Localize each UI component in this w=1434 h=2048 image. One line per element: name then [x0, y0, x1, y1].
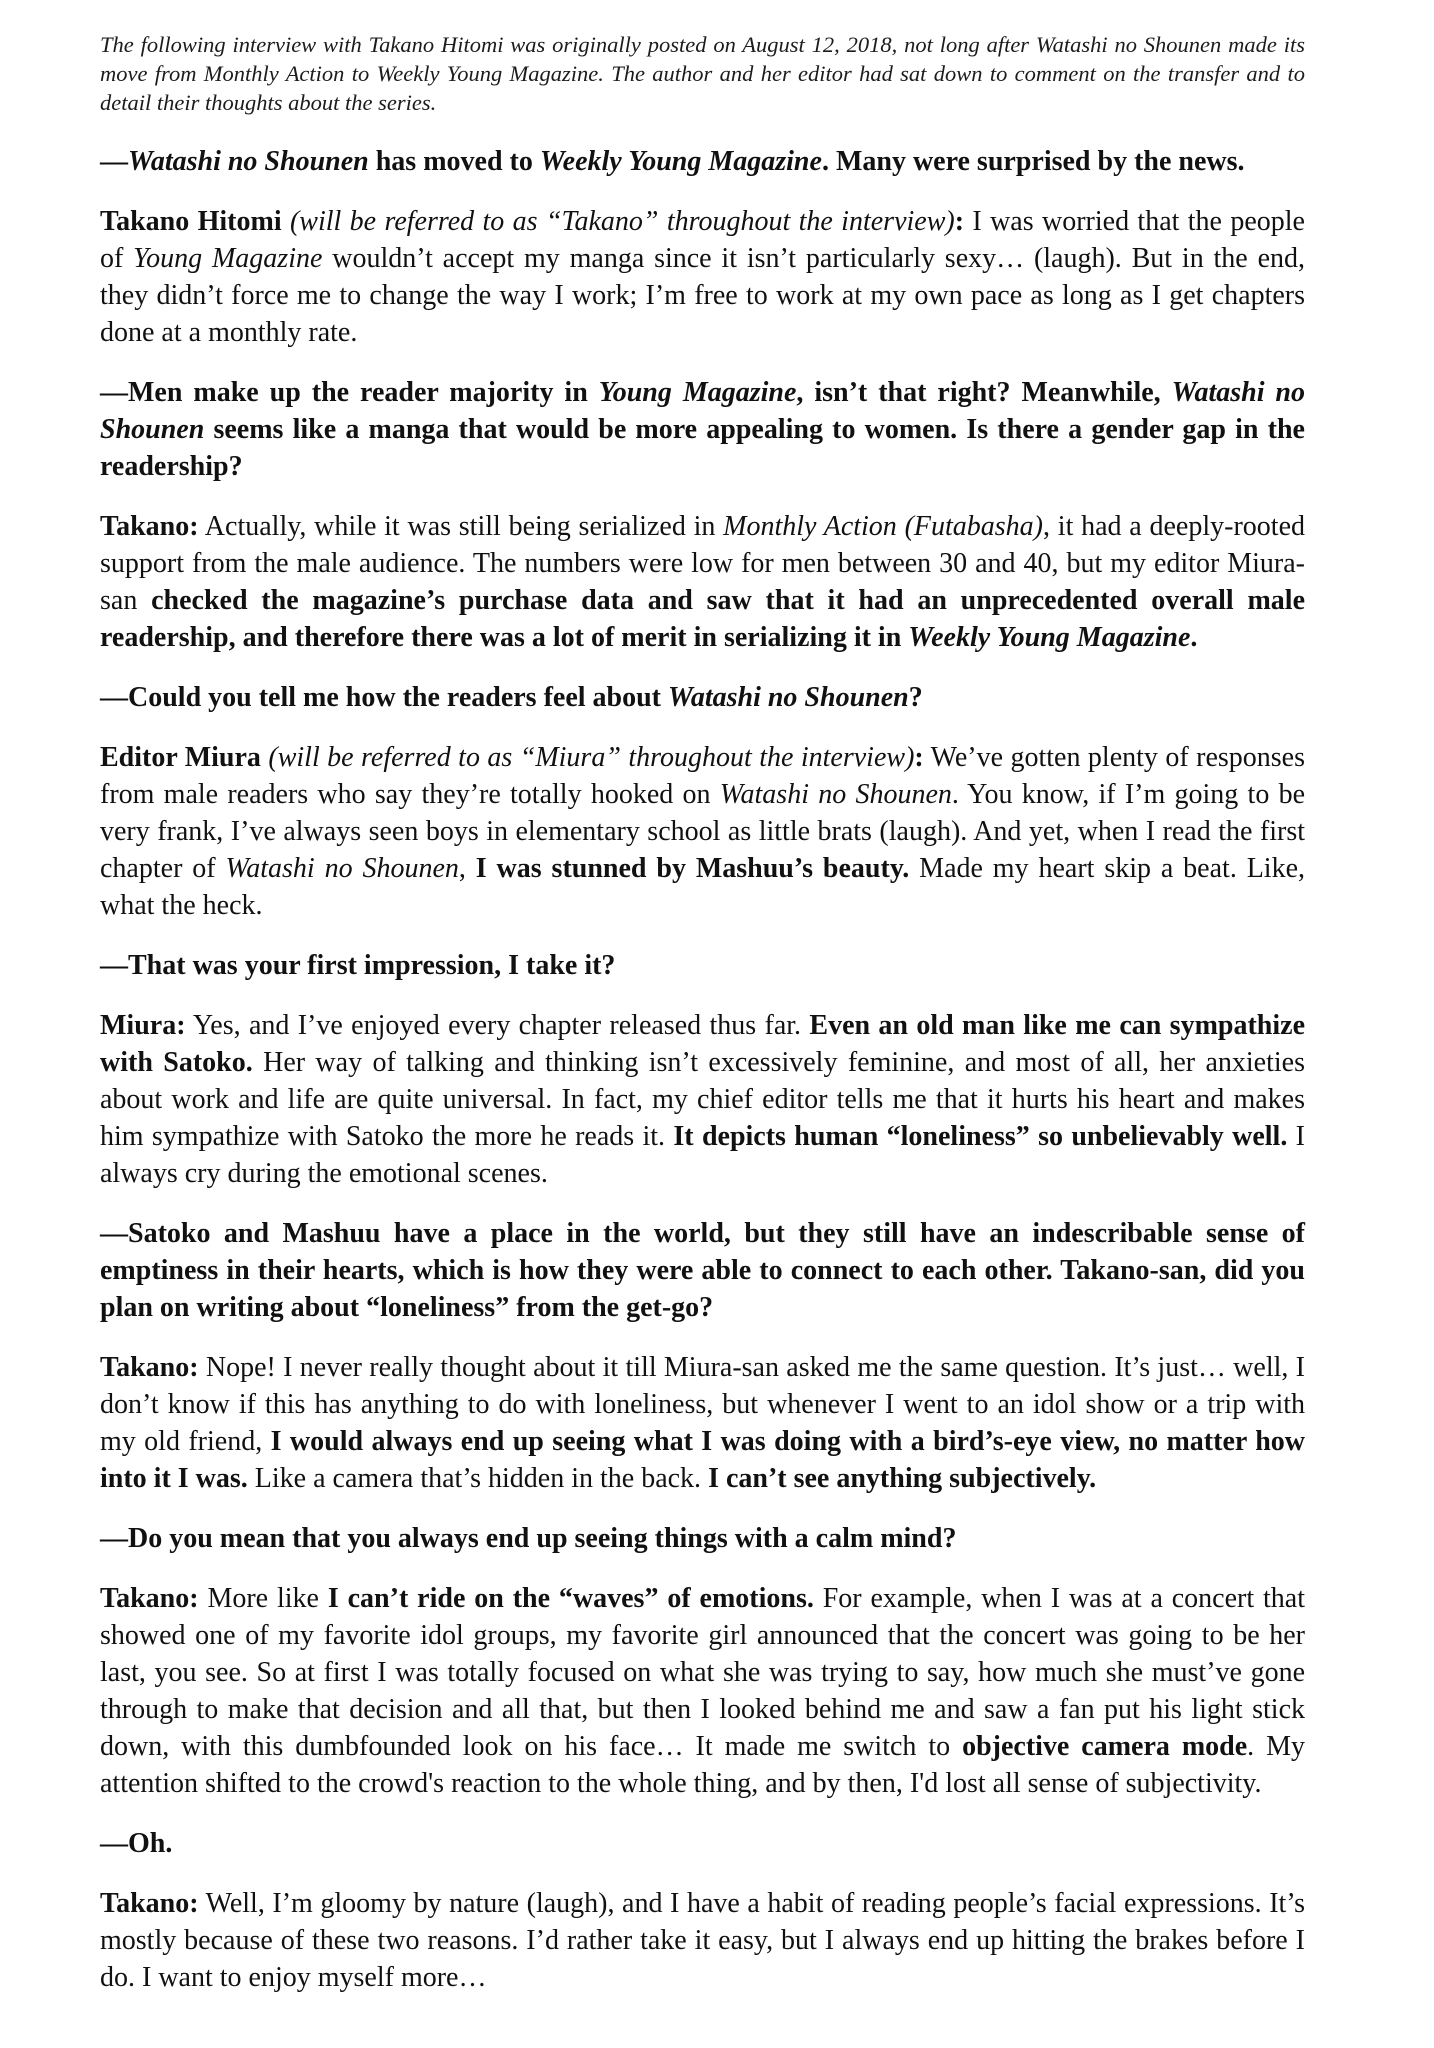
text-run: —: [100, 146, 128, 177]
text-run: Weekly Young Magazine: [539, 146, 822, 177]
text-run: Young Magazine: [133, 243, 323, 274]
text-run: Monthly Action (Futabasha): [723, 511, 1044, 542]
text-run: —Could you tell me how the readers feel about: [100, 682, 668, 713]
text-run: Made my heart skip a beat. Like, what the heck.: [100, 853, 1306, 921]
text-run: (will be referred to as “Miura” throughout the interview): [268, 742, 915, 773]
text-run: Yes, and I’ve enjoyed every chapter released thus far.: [185, 1010, 810, 1041]
text-run: seems like a manga that would be more appealing to women. Is there a gender gap in the readership?: [100, 414, 1305, 482]
answer-paragraph: [100, 739, 1305, 924]
text-run: , isn’t that right? Meanwhile,: [796, 377, 1172, 408]
text-run: Takano:: [100, 1583, 199, 1614]
answer-paragraph: [100, 1349, 1305, 1497]
question-paragraph: [100, 947, 1305, 984]
text-run: —That was your first impression, I take it?: [100, 950, 616, 981]
answer-paragraph: [100, 1007, 1305, 1192]
text-run: (will be referred to as “Takano” throughout the interview): [289, 206, 955, 237]
text-run: —Oh.: [100, 1828, 173, 1859]
text-run: I can’t ride on the “waves” of emotions.: [327, 1583, 814, 1614]
text-run: ?: [908, 682, 923, 713]
answer-paragraph: [100, 1580, 1305, 1802]
text-run: objective camera mode: [962, 1731, 1248, 1762]
text-run: The following interview with Takano Hitomi was originally posted on August 12, 2018, not long after Watashi no Shounen made its move from Monthly Action to Weekly Young Magazine. The author and her editor had sat down to comment on the transfer and to detail their thoughts about the series.: [100, 32, 1305, 115]
answer-paragraph: [100, 508, 1305, 656]
text-run: Takano:: [100, 511, 199, 542]
intro-note: [100, 30, 1305, 117]
text-run: , it had a deeply-rooted support from the male audience. The numbers were low for men between 30 and 40, but my editor Miura-san: [100, 511, 1305, 616]
question-paragraph: [100, 1520, 1305, 1557]
question-paragraph: [100, 679, 1305, 716]
text-run: . Many were surprised by the news.: [821, 146, 1245, 177]
text-run: More like: [198, 1583, 328, 1614]
text-run: Miura:: [100, 1010, 186, 1041]
text-run: I can’t see anything subjectively.: [708, 1463, 1097, 1494]
text-run: :: [914, 742, 924, 773]
question-paragraph: [100, 1825, 1305, 1862]
text-run: . You know, if I’m going to be very frank, I’ve always seen boys in elementary school as little brats (laugh). And yet, when I read the first chapter of: [100, 779, 1305, 884]
text-run: Actually, while it was still being serialized in: [198, 511, 724, 542]
text-run: We’ve gotten plenty of responses from male readers who say they’re totally hooked on: [100, 742, 1306, 810]
text-run: Her way of talking and thinking isn’t excessively feminine, and most of all, her anxieties about work and life are quite universal. In fact, my chief editor tells me that it hurts his heart and makes him sympathize with Satoko the more he reads it.: [100, 1047, 1305, 1152]
text-run: Nope! I never really thought about it till Miura-san asked me the same question. It’s just… well, I don’t know if this has anything to do with loneliness, but whenever I went to an idol show or a trip with my old friend,: [100, 1352, 1305, 1457]
text-run: Takano:: [100, 1352, 199, 1383]
question-paragraph: [100, 374, 1305, 485]
text-run: checked the magazine’s purchase data and saw that it had an unprecedented overall male readership, and therefore there was a lot of merit in serializing it in: [100, 585, 1305, 653]
text-run: Weekly Young Magazine: [908, 622, 1191, 653]
text-run: wouldn’t accept my manga since it isn’t particularly sexy… (laugh). But in the end, they didn’t force me to change the way I work; I’m free to work at my own pace as long as I get chapters done at a monthly rate.: [100, 243, 1305, 348]
text-run: Like a camera that’s hidden in the back.: [247, 1463, 709, 1494]
interview-text: [100, 30, 1305, 1996]
text-run: :: [954, 206, 965, 237]
answer-paragraph: [100, 203, 1305, 351]
text-run: For example, when I was at a concert that showed one of my favorite idol groups, my favorite girl announced that the concert was going to be her last, you see. So at first I was totally focused on what she was trying to say, how much she must’ve gone through to make that decision and all that, but then I looked behind me and saw a fan put his light stick down, with this dumbfounded look on his face… It made me switch to: [100, 1583, 1306, 1762]
text-run: It depicts human “loneliness” so unbelievably well.: [673, 1121, 1288, 1152]
text-run: Editor Miura: [100, 742, 269, 773]
text-run: Watashi no Shounen: [719, 779, 952, 810]
question-paragraph: [100, 1215, 1305, 1326]
text-run: Young Magazine: [598, 377, 797, 408]
question-paragraph: [100, 143, 1305, 180]
text-run: Even an old man like me can sympathize with Satoko.: [100, 1010, 1305, 1078]
text-run: —Satoko and Mashuu have a place in the world, but they still have an indescribable sense of emptiness in their hearts, which is how they were able to connect to each other. Takano-san, did you plan on writing about “loneliness” from the get-go?: [100, 1218, 1305, 1323]
text-run: I always cry during the emotional scenes.: [100, 1121, 1305, 1189]
text-run: has moved to: [368, 146, 540, 177]
text-run: —Men make up the reader majority in: [100, 377, 599, 408]
text-run: Watashi no Shounen: [100, 377, 1305, 445]
text-run: I would always end up seeing what I was doing with a bird’s-eye view, no matter how into it I was.: [100, 1426, 1305, 1494]
text-run: .: [1190, 622, 1198, 653]
text-run: Watashi no Shounen: [668, 682, 909, 713]
text-run: Takano:: [100, 1888, 199, 1919]
text-run: I was stunned by Mashuu’s beauty.: [475, 853, 910, 884]
text-run: ,: [458, 853, 476, 884]
text-run: Watashi no Shounen: [225, 853, 459, 884]
text-run: . My attention shifted to the crowd's reaction to the whole thing, and by then, I'd lost all sense of subjectivity.: [100, 1731, 1305, 1799]
text-run: Well, I’m gloomy by nature (laugh), and I have a habit of reading people’s facial expressions. It’s mostly because of these two reasons. I’d rather take it easy, but I always end up hitting the brakes before I do. I want to enjoy myself more…: [100, 1888, 1305, 1993]
text-run: I was worried that the people of: [100, 206, 1305, 274]
answer-paragraph: [100, 1885, 1305, 1996]
text-run: —Do you mean that you always end up seeing things with a calm mind?: [100, 1523, 957, 1554]
text-run: Takano Hitomi: [100, 206, 290, 237]
text-run: Watashi no Shounen: [128, 146, 369, 177]
